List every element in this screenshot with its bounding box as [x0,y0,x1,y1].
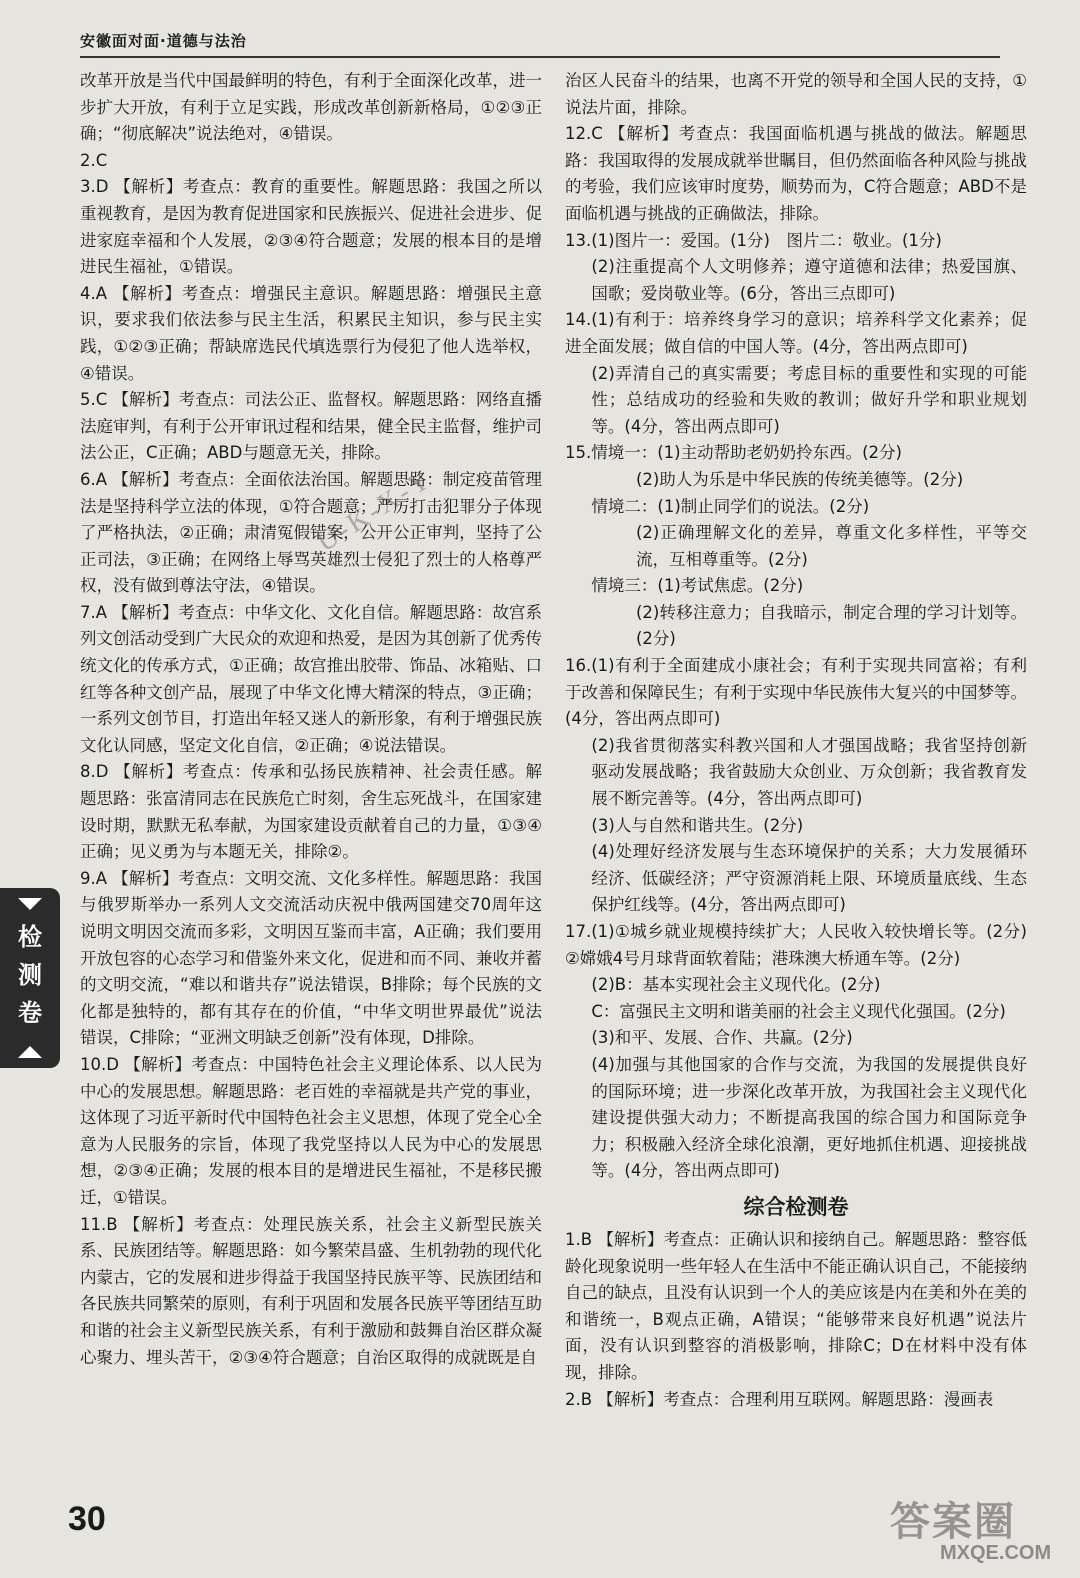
watermark-text: 答案圈 [890,1499,1016,1545]
answer-paragraph: (2)弄清自己的真实需要；考虑目标的重要性和实现的可能性；总结成功的经验和失败的教训；做好升学和职业规划等。(4分，答出两点即可) [591,363,1027,436]
answer-paragraph: 情境三：(1)考试焦虑。(2分) [591,576,804,596]
side-tab-label: 检 测 卷 [18,923,42,1027]
watermark-logo [880,1490,1070,1570]
answer-paragraph: (2)正确理解文化的差异，尊重文化多样性，平等交流，互相尊重等。(2分) [635,523,1027,569]
answer-paragraph: 2.C [80,150,108,170]
triangle-up-icon [18,1046,42,1058]
handwritten-mark: U‑K‑X‑Y [311,463,438,559]
answer-paragraph: 2.B 【解析】考查点：合理利用互联网。解题思路：漫画表 [565,1389,994,1409]
answer-paragraph: 1.B 【解析】考查点：正确认识和接纳自己。解题思路：整容低龄化现象说明一些年轻人在生活中不能正确认识自己，不能接纳自己的缺点，且没有认识到一个人的美应该是内在美和外在美的和谐统一，B观点正确，A错误；“能够带来良好机遇”说法片面，没有认识到整容的消极影响，排除C；D在材料中没有体现，排除。 [565,1229,1027,1382]
left-column [80,68,542,1371]
answer-paragraph: (2)B：基本实现社会主义现代化。(2分) [591,975,881,995]
answer-paragraph: 13.(1)图片一：爱国。(1分) 图片二：敬业。(1分) [565,230,942,250]
answer-paragraph: (2)注重提高个人文明修养；遵守道德和法律；热爱国旗、国歌；爱岗敬业等。(6分，答出三点即可) [591,257,1027,303]
answer-paragraph: 治区人民奋斗的结果，也离不开党的领导和全国人民的支持，①说法片面，排除。 [565,71,1027,117]
answer-paragraph: 9.A 【解析】考查点：文明交流、文化多样性。解题思路：我国与俄罗斯举办一系列人文交流活动庆祝中俄两国建交70周年这说明文明因交流而多彩，文明因互鉴而丰富，A正确；我们要用开放包容的心态学习和借鉴外来文化，促进和而不同、兼收并蓄的文明交流，“难以和谐共存”说法错误，B排除；每个民族的文化都是独特的，都有其存在的价值，“中华文明世界最优”说法错误，C排除；“亚洲文明缺乏创新”没有体现，D排除。 [80,868,542,1048]
answer-paragraph: 14.(1)有利于：培养终身学习的意识；培养科学文化素养；促进全面发展；做自信的中国人等。(4分，答出两点即可) [565,310,1027,356]
answer-paragraph: (3)和平、发展、合作、共赢。(2分) [591,1028,853,1048]
answer-paragraph: (4)加强与其他国家的合作与交流，为我国的发展提供良好的国际环境；进一步深化改革开放，为我国社会主义现代化建设提供强大动力；不断提高我国的综合国力和国际竞争力；积极融入经济全球化浪潮，更好地抓住机遇、迎接挑战等。(4分，答出两点即可) [591,1054,1027,1181]
side-tab [0,888,60,1068]
answer-paragraph: C：富强民主文明和谐美丽的社会主义现代化强国。(2分) [591,1001,1006,1021]
answer-paragraph: 改革开放是当代中国最鲜明的特色，有利于全面深化改革，进一步扩大开放，有利于立足实践，形成改革创新新格局，①②③正确；“彻底解决”说法绝对，④错误。 [80,71,542,144]
header-title: 安徽面对面·道德与法治 [80,32,247,50]
answer-paragraph: 8.D 【解析】考查点：传承和弘扬民族精神、社会责任感。解题思路：张富清同志在民族危亡时刻，舍生忘死战斗，在国家建设时期，默默无私奉献，为国家建设贡献着自己的力量，①③④正确；见义勇为与本题无关，排除②。 [80,762,542,862]
page-number: 30 [68,1500,106,1538]
answer-paragraph: 15.情境一：(1)主动帮助老奶奶拎东西。(2分) [565,443,902,463]
answer-paragraph: (4)处理好经济发展与生态环境保护的关系；大力发展循环经济、低碳经济；严守资源消耗上限、环境质量底线、生态保护红线等。(4分，答出两点即可) [591,842,1027,915]
answer-paragraph: 6.A 【解析】考查点：全面依法治国。解题思路：制定疫苗管理法是坚持科学立法的体现，①符合题意；严厉打击犯罪分子体现了严格执法，②正确；肃清冤假错案，公开公正审判，坚持了公正司法，③正确；在网络上辱骂英雄烈士侵犯了烈士的人格尊严权，没有做到尊法守法，④错误。 [80,469,542,596]
answer-paragraph: 10.D 【解析】考查点：中国特色社会主义理论体系、以人民为中心的发展思想。解题思路：老百姓的幸福就是共产党的事业，这体现了习近平新时代中国特色社会主义思想，体现了党全心全意为人民服务的宗旨，体现了我党坚持以人民为中心的发展思想，②③④正确；发展的根本目的是增进民生福祉，不是移民搬迁，①错误。 [80,1054,542,1207]
right-column [565,68,1027,1413]
answer-paragraph: 17.(1)①城乡就业规模持续扩大；人民收入较快增长等。(2分)②嫦娥4号月球背面软着陆；港珠澳大桥通车等。(2分) [565,922,1027,968]
answer-paragraph: 3.D 【解析】考查点：教育的重要性。解题思路：我国之所以重视教育，是因为教育促进国家和民族振兴、促进社会进步、促进家庭幸福和个人发展，②③④符合题意；发展的根本目的是增进民生福祉，①错误。 [80,177,542,277]
answer-paragraph: 7.A 【解析】考查点：中华文化、文化自信。解题思路：故宫系列文创活动受到广大民众的欢迎和热爱，是因为其创新了优秀传统文化的传承方式，①正确；故宫推出胶带、饰品、冰箱贴、口红等各种文创产品，展现了中华文化博大精深的特点，③正确；一系列文创节目，打造出年轻又迷人的新形象，有利于增强民族文化认同感，坚定文化自信，②正确；④说法错误。 [80,602,542,755]
answer-paragraph: (2)我省贯彻落实科教兴国和人才强国战略；我省坚持创新驱动发展战略；我省鼓励大众创业、万众创新；我省教育发展不断完善等。(4分，答出两点即可) [591,735,1027,809]
answer-paragraph: 11.B 【解析】考查点：处理民族关系，社会主义新型民族关系、民族团结等。解题思路：如今繁荣昌盛、生机勃勃的现代化内蒙古，它的发展和进步得益于我国坚持民族平等、民族团结和各民族共同繁荣的原则，有利于巩固和发展各民族平等团结互助和谐的社会主义新型民族关系，有利于激励和鼓舞自治区群众凝心聚力、埋头苦干，②③④符合题意；自治区取得的成就既是自 [80,1214,542,1367]
answer-paragraph: (2)助人为乐是中华民族的传统美德等。(2分) [635,469,964,489]
triangle-down-icon [18,898,42,910]
answer-paragraph: (3)人与自然和谐共生。(2分) [591,815,804,835]
answer-paragraph: 5.C 【解析】考查点：司法公正、监督权。解题思路：网络直播法庭审判，有利于公开审讯过程和结果，健全民主监督，维护司法公正，C正确；ABD与题意无关，排除。 [80,390,542,463]
section-title: 综合检测卷 [743,1194,849,1219]
answer-paragraph: (2)转移注意力；自我暗示，制定合理的学习计划等。(2分) [635,602,1027,649]
watermark-url: MXQE.COM [940,1542,1052,1564]
answer-paragraph: 情境二：(1)制止同学们的说法。(2分) [591,496,870,516]
answer-paragraph: 16.(1)有利于全面建成小康社会；有利于实现共同富裕；有利于改善和保障民生；有利于实现中华民族伟大复兴的中国梦等。(4分，答出两点即可) [565,656,1027,729]
answer-paragraph: 12.C 【解析】考查点：我国面临机遇与挑战的做法。解题思路：我国取得的发展成就举世瞩目，但仍然面临各种风险与挑战的考验，我们应该审时度势，顺势而为，C符合题意；ABD不是面临机遇与挑战的正确做法，排除。 [565,124,1027,223]
answer-paragraph: 4.A 【解析】考查点：增强民主意识。解题思路：增强民主意识，要求我们依法参与民主生活，积累民主知识，参与民主实践，①②③正确；帮缺席选民代填选票行为侵犯了他人选举权，④错误。 [80,283,542,383]
running-header [80,22,1000,58]
